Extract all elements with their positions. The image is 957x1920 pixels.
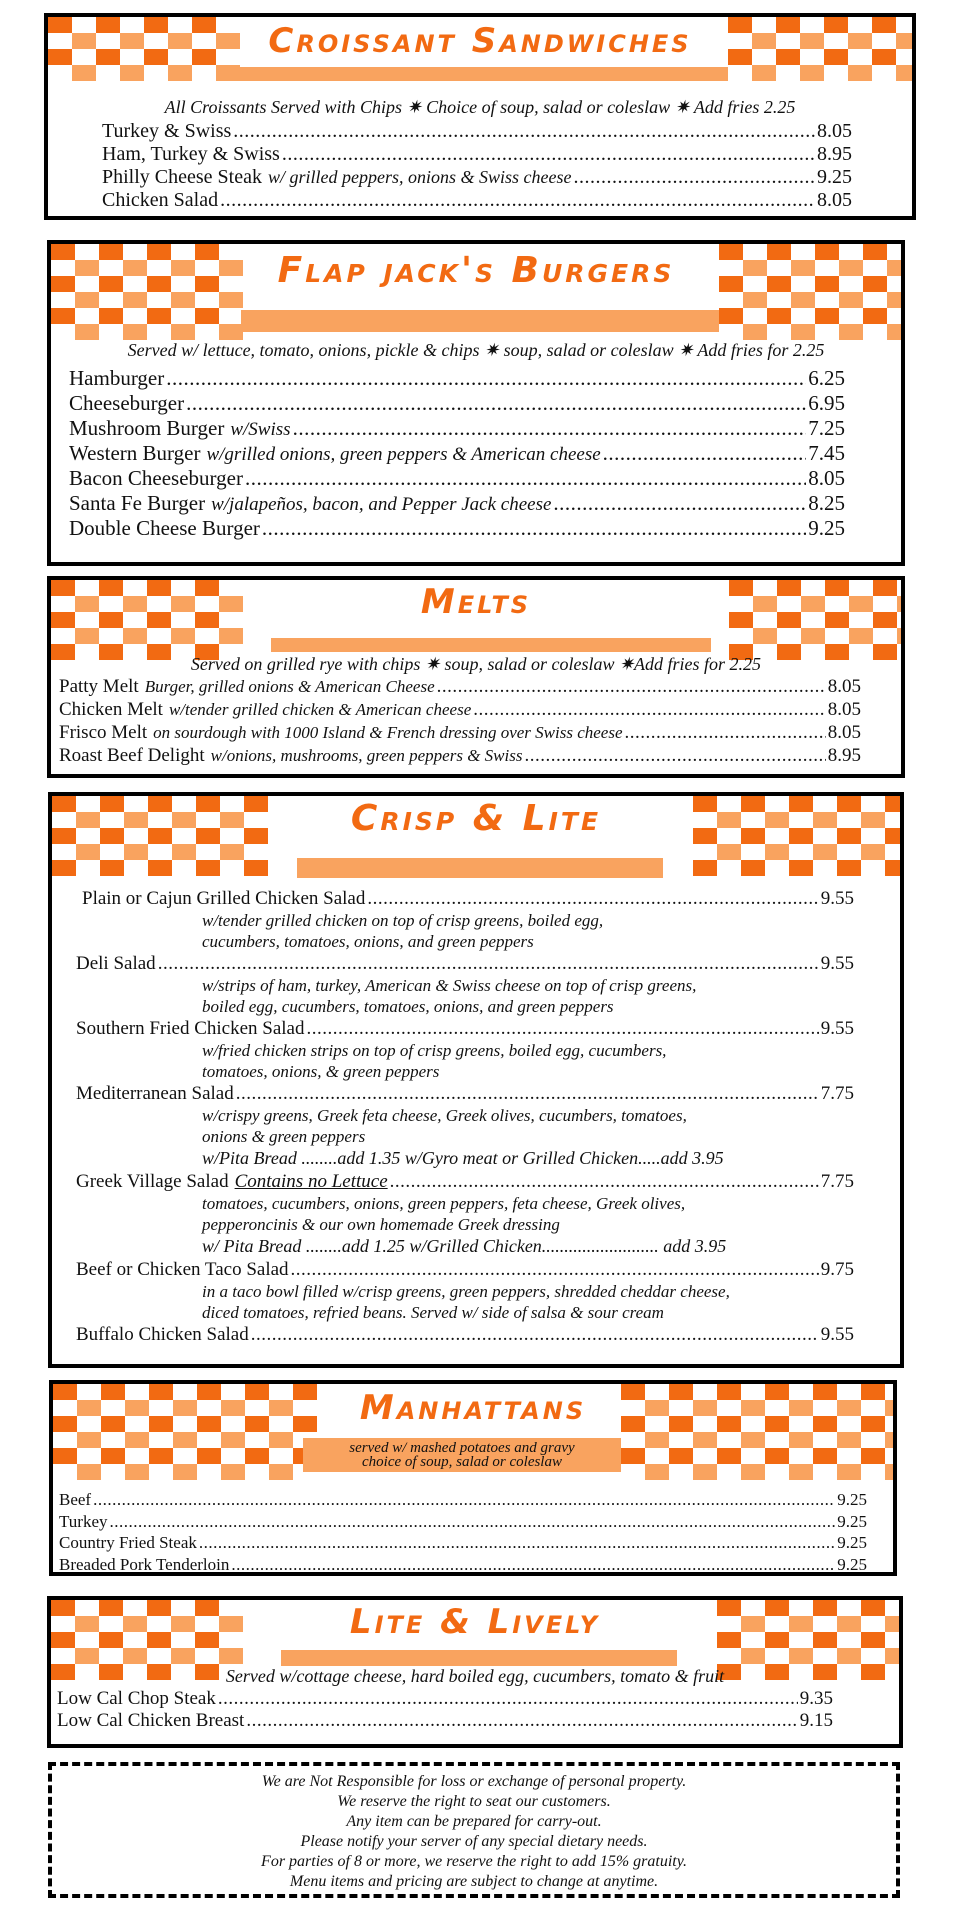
item-note: w/fried chicken strips on top of crisp greens, boiled egg, cucumbers, — [202, 1041, 667, 1060]
section-title: Crisp & Lite — [350, 798, 602, 839]
item-price: 8.05 — [827, 699, 861, 720]
item-note: onions & green peppers — [202, 1127, 366, 1146]
item-name: Ham, Turkey & Swiss — [102, 143, 280, 165]
menu-item — [76, 1171, 854, 1193]
item-name: Turkey — [59, 1511, 108, 1531]
item-name: Cheeseburger — [69, 391, 185, 415]
item-name: Mushroom Burger — [69, 416, 225, 440]
item-name: Country Fried Steak — [59, 1533, 197, 1552]
item-note: tomatoes, cucumbers, onions, green peppers, feta cheese, Greek olives, — [202, 1194, 686, 1213]
leader-dots — [553, 491, 806, 516]
section-title: Croissant Sandwiches — [268, 21, 692, 61]
menu-item — [59, 745, 861, 767]
item-name: Bacon Cheeseburger — [69, 466, 243, 490]
item-description: w/Swiss — [230, 419, 291, 440]
subtitle-line-2: choice of soup, salad or coleslaw — [362, 1454, 562, 1470]
leader-dots — [251, 1324, 819, 1346]
item-note: w/tender grilled chicken on top of crisp greens, boiled egg, — [202, 911, 604, 930]
leader-dots — [186, 391, 806, 416]
menu-item — [102, 120, 852, 143]
item-name: Western Burger — [69, 441, 201, 465]
section-lite-lively — [47, 1596, 903, 1748]
menu-item — [57, 1688, 833, 1710]
leader-dots — [166, 366, 806, 391]
item-price: 7.45 — [808, 441, 845, 465]
item-name: Breaded Pork Tenderloin — [59, 1554, 230, 1574]
leader-dots — [218, 1688, 798, 1710]
item-description: Burger, grilled onions & American Cheese — [144, 677, 435, 696]
menu-item — [59, 722, 861, 744]
leader-dots — [231, 1555, 835, 1575]
item-addon: w/Pita Bread ........add 1.35 w/Gyro meat or Grilled Chicken.....add 3.95 — [202, 1148, 724, 1168]
leader-dots — [524, 745, 825, 767]
item-price: 9.35 — [799, 1688, 833, 1709]
leader-dots — [236, 1083, 819, 1105]
item-price: 9.25 — [837, 1490, 867, 1509]
footer-line: Please notify your server of any special dietary needs. — [300, 1833, 648, 1850]
leader-dots — [262, 516, 806, 541]
section-melts — [47, 576, 905, 778]
leader-dots — [158, 953, 819, 975]
menu-item — [76, 1018, 854, 1040]
item-name: Buffalo Chicken Salad — [76, 1324, 249, 1345]
item-tag: Contains no Lettuce — [234, 1171, 388, 1192]
menu-item — [76, 1259, 854, 1281]
section-croissant — [44, 13, 916, 220]
leader-dots — [93, 1490, 835, 1510]
menu-item — [102, 189, 852, 212]
section-title: Melts — [420, 582, 532, 622]
menu-item — [76, 1083, 854, 1105]
menu-item — [59, 676, 861, 698]
item-price: 7.75 — [820, 1083, 854, 1104]
item-name: Beef — [59, 1490, 92, 1509]
item-description: w/ grilled peppers, onions & Swiss cheese — [267, 167, 572, 187]
item-name: Double Cheese Burger — [69, 516, 260, 540]
leader-dots — [367, 888, 818, 910]
item-note: w/strips of ham, turkey, American & Swiss cheese on top of crisp greens, — [202, 976, 697, 995]
item-name: Southern Fried Chicken Salad — [76, 1018, 305, 1039]
item-name: Roast Beef Delight — [59, 745, 205, 766]
leader-dots — [291, 1259, 819, 1281]
menu-item — [59, 1490, 867, 1510]
section-subtitle: Served on grilled rye with chips ✷ soup, salad or coleslaw ✷Add fries for 2.25 — [190, 654, 762, 674]
menu-item — [82, 888, 854, 910]
menu-item — [102, 143, 852, 166]
section-burgers — [47, 240, 905, 566]
leader-dots — [573, 166, 815, 189]
item-price: 9.55 — [820, 888, 854, 909]
item-note: in a taco bowl filled w/crisp greens, green peppers, shredded cheddar cheese, — [202, 1282, 730, 1301]
item-name: Frisco Melt — [59, 722, 148, 743]
menu-item — [69, 516, 845, 541]
item-price: 8.95 — [817, 143, 852, 165]
item-price: 9.25 — [837, 1511, 867, 1531]
item-price: 8.05 — [817, 189, 852, 211]
item-price: 9.55 — [820, 953, 854, 974]
item-name: Beef or Chicken Taco Salad — [76, 1259, 289, 1280]
item-price: 9.55 — [820, 1018, 854, 1039]
item-price: 9.25 — [808, 516, 845, 540]
item-note: cucumbers, tomatoes, onions, and green peppers — [202, 932, 534, 951]
leader-dots — [110, 1512, 836, 1532]
item-price: 6.25 — [808, 366, 845, 390]
item-name: Low Cal Chop Steak — [57, 1688, 216, 1709]
section-crisp-lite — [48, 792, 904, 1368]
item-name: Plain or Cajun Grilled Chicken Salad — [82, 888, 366, 909]
section-subtitle: Served w/cottage cheese, hard boiled egg, cucumbers, tomato & fruit — [225, 1666, 725, 1686]
item-name: Deli Salad — [76, 953, 156, 974]
menu-item — [57, 1710, 833, 1732]
leader-dots — [220, 189, 815, 212]
footer-line: We reserve the right to seat our customers. — [337, 1793, 611, 1810]
menu-item — [69, 466, 845, 491]
menu-item — [76, 953, 854, 975]
title-bar — [271, 638, 711, 652]
menu-item — [59, 699, 861, 721]
item-name: Chicken Melt — [59, 699, 163, 720]
item-description: w/jalapeños, bacon, and Pepper Jack cheese — [211, 494, 552, 515]
footer-line: Any item can be prepared for carry-out. — [346, 1813, 602, 1830]
leader-dots — [233, 120, 815, 143]
item-note: tomatoes, onions, & green peppers — [202, 1062, 440, 1081]
menu-item — [69, 391, 845, 416]
title-bar — [241, 310, 719, 332]
item-name: Greek Village Salad — [76, 1171, 229, 1192]
leader-dots — [307, 1018, 819, 1040]
leader-dots — [625, 722, 826, 744]
title-bar — [281, 1650, 677, 1666]
item-price: 9.25 — [817, 166, 852, 188]
item-description: w/onions, mushrooms, green peppers & Swiss — [210, 746, 523, 765]
item-price: 8.05 — [817, 120, 852, 142]
item-name: Turkey & Swiss — [102, 120, 232, 142]
footer-line: For parties of 8 or more, we reserve the right to add 15% gratuity. — [261, 1853, 687, 1870]
item-name: Philly Cheese Steak — [102, 166, 262, 188]
item-name: Mediterranean Salad — [76, 1083, 234, 1104]
item-note: boiled egg, cucumbers, tomatoes, onions, and green peppers — [202, 997, 614, 1016]
item-price: 9.55 — [820, 1324, 854, 1345]
item-price: 8.25 — [808, 491, 845, 515]
section-subtitle: All Croissants Served with Chips ✷ Choice of soup, salad or coleslaw ✷ Add fries 2.25 — [164, 97, 796, 117]
item-price: 8.05 — [808, 466, 845, 490]
item-note: w/crispy greens, Greek feta cheese, Greek olives, cucumbers, tomatoes, — [202, 1106, 687, 1125]
menu-item — [69, 441, 845, 466]
item-description: w/grilled onions, green peppers & American cheese — [206, 444, 601, 465]
section-title: Flap jack's Burgers — [277, 250, 675, 291]
item-description: on sourdough with 1000 Island & French dressing over Swiss cheese — [153, 723, 623, 742]
leader-dots — [246, 1710, 797, 1732]
item-price: 6.95 — [808, 391, 845, 415]
item-price: 9.25 — [837, 1533, 867, 1552]
item-name: Hamburger — [69, 366, 165, 390]
item-price: 7.25 — [808, 416, 845, 440]
leader-dots — [473, 699, 826, 721]
item-description: w/tender grilled chicken & American cheese — [168, 700, 472, 719]
section-subtitle: Served w/ lettuce, tomato, onions, pickle & chips ✷ soup, salad or coleslaw ✷ Add fries for 2.25 — [127, 340, 825, 360]
menu-item — [76, 1324, 854, 1346]
item-price: 9.15 — [799, 1710, 833, 1731]
menu-item — [102, 166, 852, 189]
item-price: 9.25 — [837, 1554, 867, 1574]
item-price: 8.05 — [827, 676, 861, 697]
item-name: Patty Melt — [59, 676, 139, 697]
item-note: diced tomatoes, refried beans. Served w/ side of salsa & sour cream — [202, 1303, 664, 1322]
leader-dots — [437, 676, 826, 698]
leader-dots — [293, 416, 807, 441]
menu-item — [59, 1533, 867, 1553]
item-name: Chicken Salad — [102, 189, 219, 211]
item-name: Low Cal Chicken Breast — [57, 1710, 245, 1731]
menu-item — [69, 416, 845, 441]
item-name: Santa Fe Burger — [69, 491, 206, 515]
section-subtitle-box — [303, 1438, 621, 1472]
section-manhattans — [49, 1380, 897, 1576]
leader-dots — [390, 1171, 819, 1193]
menu-item — [59, 1555, 867, 1575]
item-addon: w/ Pita Bread ........add 1.25 w/Grilled Chicken.......................... add 3.95 — [202, 1236, 727, 1256]
leader-dots — [245, 466, 806, 491]
item-price: 8.05 — [827, 722, 861, 743]
item-price: 7.75 — [820, 1171, 854, 1192]
footer-line: Menu items and pricing are subject to change at anytime. — [289, 1873, 659, 1890]
leader-dots — [199, 1533, 835, 1553]
title-bar — [238, 67, 728, 81]
menu-item — [69, 491, 845, 516]
leader-dots — [282, 143, 815, 166]
section-title: Lite & Lively — [349, 1602, 601, 1642]
footer-notice — [48, 1762, 900, 1898]
item-note: pepperoncinis & our own homemade Greek dressing — [202, 1215, 560, 1234]
section-title: Manhattans — [359, 1388, 587, 1428]
title-bar — [297, 858, 663, 878]
leader-dots — [603, 441, 807, 466]
menu-item — [59, 1512, 867, 1532]
footer-line: We are Not Responsible for loss or exchange of personal property. — [261, 1773, 687, 1790]
item-price: 9.75 — [820, 1259, 854, 1280]
subtitle-line-1: served w/ mashed potatoes and gravy — [349, 1440, 575, 1456]
item-price: 8.95 — [827, 745, 861, 766]
menu-item — [69, 366, 845, 391]
